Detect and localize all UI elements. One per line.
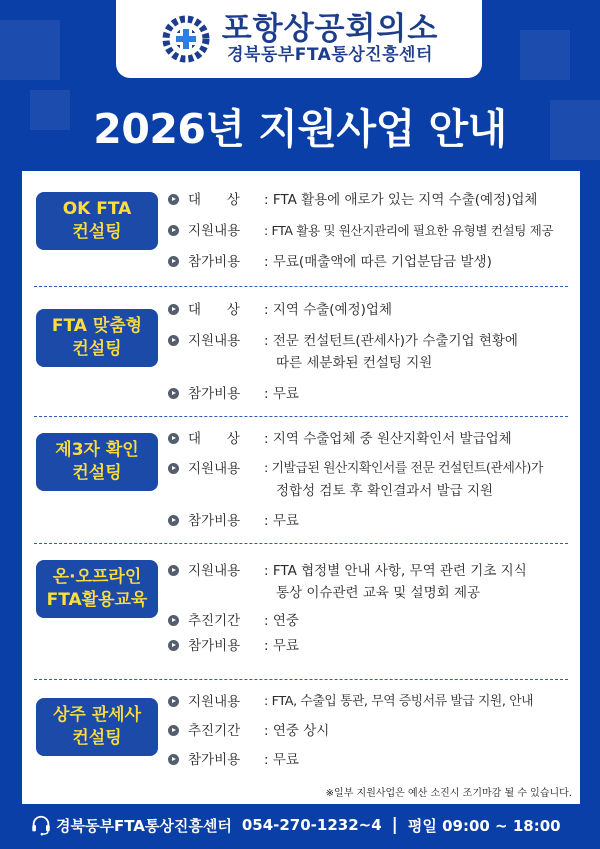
detail-value: : 지역 수출(예정)업체 (264, 302, 392, 318)
detail-label: 대 상 (188, 431, 240, 447)
detail-row (168, 510, 299, 532)
detail-row (168, 458, 543, 502)
footer-phone: 054-270-1232~4 (241, 816, 382, 834)
detail-label: 지원내용 (188, 223, 241, 239)
badge-line-2: FTA활용교육 (46, 590, 148, 610)
play-bullet-icon (168, 565, 179, 576)
footer-separator: | (391, 815, 398, 835)
detail-row (168, 189, 537, 211)
play-bullet-icon (168, 696, 179, 707)
detail-row (168, 220, 553, 242)
section-divider (34, 679, 568, 680)
detail-row (168, 749, 299, 771)
play-bullet-icon (168, 725, 179, 736)
detail-row (168, 330, 518, 374)
section-divider (34, 416, 568, 417)
detail-value-line-2: 따른 세분화된 컨설팅 지원 (276, 355, 433, 371)
badge-line-1: 상주 관세사 (52, 705, 142, 726)
detail-label: 참가비용 (188, 254, 241, 270)
badge-line-2: 컨설팅 (72, 339, 122, 359)
play-bullet-icon (168, 194, 179, 205)
detail-label: 추진기간 (188, 723, 241, 739)
page-title: 2026년 지원사업 안내 (93, 105, 507, 153)
program-badge (36, 433, 158, 491)
section-divider (34, 543, 568, 544)
badge-line-1: 온·오프라인 (52, 567, 142, 588)
detail-value: : 무료 (264, 638, 299, 654)
play-bullet-icon (168, 754, 179, 765)
detail-value: : 무료 (264, 513, 299, 529)
play-bullet-icon (168, 640, 179, 651)
play-bullet-icon (168, 463, 179, 474)
detail-row (168, 720, 329, 742)
play-bullet-icon (168, 256, 179, 267)
detail-value: : 연중 상시 (264, 723, 330, 739)
detail-row (168, 251, 492, 273)
play-bullet-icon (168, 388, 179, 399)
detail-value: : FTA, 수출입 통관, 무역 증빙서류 발급 지원, 안내 (264, 694, 534, 709)
logo-header (116, 0, 482, 78)
detail-value: : FTA 활용 및 원산지관리에 필요한 유형별 컨설팅 제공 (264, 223, 554, 238)
detail-row (168, 299, 392, 321)
detail-value (264, 560, 527, 604)
detail-label: 지원내용 (188, 333, 241, 349)
detail-label: 참가비용 (188, 752, 241, 768)
detail-value-line-2: 정합성 검토 후 확인결과서 발급 지원 (276, 483, 494, 499)
badge-line-1: OK FTA (62, 199, 132, 220)
detail-value-line-2: 통상 이슈관련 교육 및 설명회 제공 (276, 585, 481, 601)
play-bullet-icon (168, 304, 179, 315)
detail-row (168, 428, 512, 450)
detail-value-line-1: : 기발급된 원산지확인서를 전문 컨설턴트(관세사)가 (264, 461, 543, 476)
org-subname: 경북동부FTA통상진흥센터 (227, 45, 433, 66)
background-decoration (0, 20, 60, 80)
program-badge (36, 309, 158, 367)
play-bullet-icon (168, 515, 179, 526)
budget-note: ※일부 지원사업은 예산 소진시 조기마감 될 수 있습니다. (325, 788, 572, 799)
program-list-card (22, 171, 580, 804)
detail-value-line-1: : FTA 협정별 안내 사항, 무역 관련 기초 지식 (264, 563, 527, 579)
footer-hours: 평일 09:00 ~ 18:00 (407, 816, 561, 835)
detail-label: 대 상 (188, 192, 240, 208)
program-badge (36, 560, 158, 618)
play-bullet-icon (168, 335, 179, 346)
background-decoration (520, 30, 570, 80)
detail-value: : 무료(매출액에 따른 기업분담금 발생) (264, 254, 492, 270)
program-badge (36, 698, 158, 756)
detail-row (168, 383, 299, 405)
detail-label: 지원내용 (188, 694, 241, 710)
detail-label: 지원내용 (188, 563, 241, 579)
badge-line-2: 컨설팅 (72, 222, 122, 242)
detail-label: 참가비용 (188, 386, 241, 402)
play-bullet-icon (168, 433, 179, 444)
footer-center-name: 경북동부FTA통상진흥센터 (56, 816, 232, 835)
detail-label: 추진기간 (188, 613, 241, 629)
org-name: 포항상공회의소 (221, 10, 439, 47)
badge-line-1: FTA 맞춤형 (51, 316, 143, 337)
contact-footer (30, 811, 590, 839)
play-bullet-icon (168, 615, 179, 626)
headset-icon (30, 814, 52, 836)
detail-value (264, 330, 518, 374)
detail-value-line-1: : 전문 컨설턴트(관세사)가 수출기업 현황에 (264, 333, 518, 349)
detail-label: 참가비용 (188, 513, 241, 529)
detail-value (264, 458, 543, 502)
detail-label: 대 상 (188, 302, 240, 318)
chamber-logo-icon (160, 13, 212, 65)
program-badge (36, 192, 158, 250)
detail-label: 지원내용 (188, 461, 241, 477)
detail-label: 참가비용 (188, 638, 241, 654)
section-divider (34, 286, 568, 287)
detail-value: : 무료 (264, 386, 299, 402)
badge-line-2: 컨설팅 (72, 728, 122, 748)
detail-value: : 무료 (264, 752, 299, 768)
badge-line-2: 컨설팅 (72, 463, 122, 483)
detail-value: : 지역 수출업체 중 원산지확인서 발급업체 (264, 431, 512, 447)
detail-row (168, 560, 527, 604)
detail-row (168, 635, 299, 657)
badge-line-1: 제3자 확인 (55, 440, 139, 461)
detail-value: : FTA 활용에 애로가 있는 지역 수출(예정)업체 (264, 192, 538, 208)
detail-value: : 연중 (264, 613, 299, 629)
detail-row (168, 691, 533, 713)
detail-row (168, 610, 299, 632)
play-bullet-icon (168, 225, 179, 236)
